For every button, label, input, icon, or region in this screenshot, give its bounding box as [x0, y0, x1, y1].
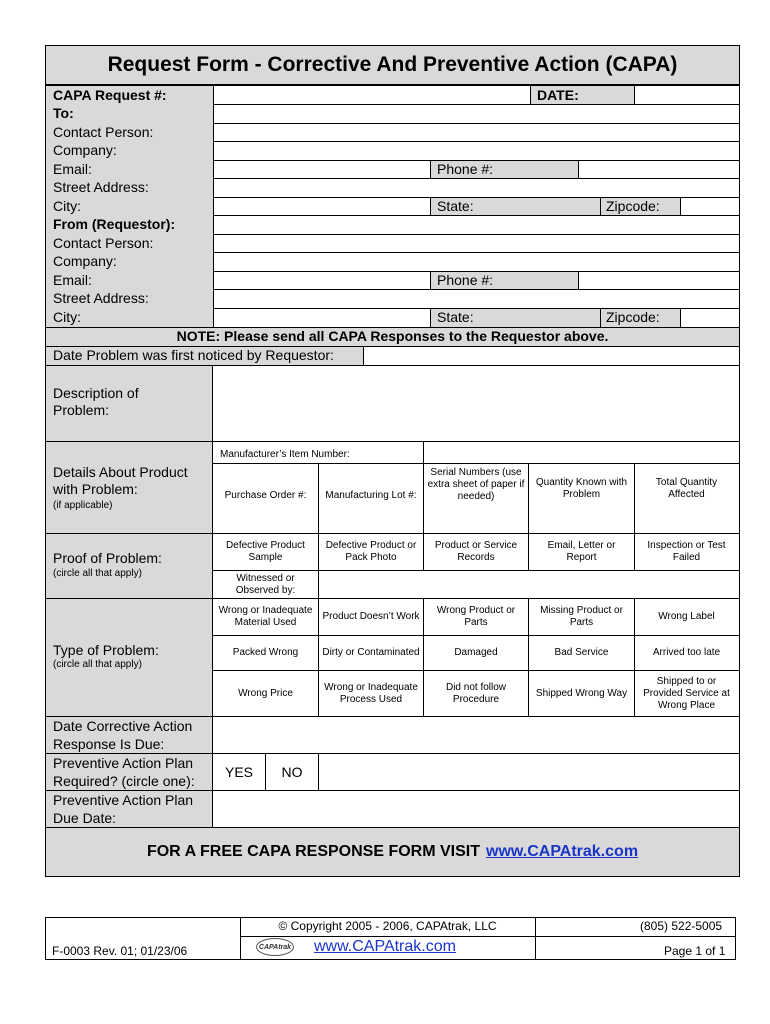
proof-option[interactable]: Defective Product or Pack Photo: [325, 540, 417, 563]
total-qty-label: Total Quantity Affected: [655, 477, 718, 500]
type-option[interactable]: Dirty or Contaminated: [322, 647, 420, 658]
to-email-label: Email:: [53, 161, 92, 177]
type-option[interactable]: Packed Wrong: [232, 647, 299, 658]
capa-request-label: CAPA Request #:: [53, 87, 167, 103]
to-email-input[interactable]: [214, 161, 429, 178]
plan-due-label: Preventive Action Plan Due Date:: [53, 792, 194, 826]
mfg-lot-label: Manufacturing Lot #:: [325, 490, 417, 501]
type-option[interactable]: Bad Service: [554, 647, 609, 658]
qty-known-label: Quantity Known with Problem: [535, 477, 628, 500]
corrective-label: Date Corrective Action Response Is Due:: [53, 718, 193, 752]
from-email-input[interactable]: [214, 272, 429, 289]
from-zip-label: Zipcode:: [606, 309, 660, 325]
from-zip-input[interactable]: [681, 309, 738, 326]
banner-text: FOR A FREE CAPA RESPONSE FORM VISIT: [146, 843, 481, 860]
type-option[interactable]: Wrong or Inadequate Process Used: [324, 681, 418, 705]
to-phone-label: Phone #:: [437, 161, 494, 177]
to-company-label: Company:: [53, 142, 117, 158]
footer-url[interactable]: www.CAPAtrak.com: [314, 938, 456, 955]
from-street-label: Street Address:: [53, 290, 149, 306]
serial-label: Serial Numbers (use extra sheet of paper if needed): [427, 467, 525, 502]
page-number: Page 1 of 1: [664, 944, 726, 958]
capatrak-logo: [256, 938, 294, 956]
title-bar: [46, 46, 739, 85]
to-street-input[interactable]: [214, 179, 738, 196]
footer-phone: (805) 522-5005: [640, 919, 723, 933]
type-option[interactable]: Shipped Wrong Way: [535, 687, 628, 699]
plan-due-input[interactable]: [213, 791, 738, 826]
type-option[interactable]: Arrived too late: [652, 647, 721, 658]
proof-option[interactable]: Inspection or Test Failed: [647, 540, 726, 563]
date-problem-label: Date Problem was first noticed by Requestor:: [53, 347, 334, 363]
from-heading: From (Requestor):: [53, 216, 176, 232]
from-phone-label: Phone #:: [437, 272, 494, 288]
from-city-label: City:: [53, 309, 81, 325]
to-zip-label: Zipcode:: [606, 198, 660, 214]
type-option[interactable]: Did not follow Procedure: [445, 681, 507, 705]
from-email-label: Email:: [53, 272, 92, 288]
type-option[interactable]: Shipped to or Provided Service at Wrong Place: [643, 675, 730, 711]
proof-option[interactable]: Email, Letter or Report: [547, 540, 616, 563]
to-phone-input[interactable]: [579, 161, 738, 178]
type-option[interactable]: Wrong Product or Parts: [436, 605, 516, 628]
to-contact-label: Contact Person:: [53, 124, 154, 140]
type-sub: (circle all that apply): [53, 659, 142, 670]
no-option[interactable]: NO: [281, 763, 303, 780]
preventive-label: Preventive Action Plan Required? (circle one):: [53, 755, 195, 789]
type-option[interactable]: Missing Product or Parts: [540, 605, 623, 628]
to-zip-input[interactable]: [681, 198, 738, 215]
type-option[interactable]: Wrong Price: [238, 687, 293, 699]
from-city-input[interactable]: [214, 309, 429, 326]
from-street-input[interactable]: [214, 290, 738, 307]
date-problem-input[interactable]: [364, 347, 738, 364]
proof-label: Proof of Problem:: [53, 550, 162, 566]
corrective-input[interactable]: [213, 717, 738, 752]
from-contact-label: Contact Person:: [53, 235, 154, 251]
from-company-label: Company:: [53, 253, 117, 269]
to-state-label: State:: [437, 198, 474, 214]
details-sub: (if applicable): [53, 500, 113, 511]
banner: [46, 828, 739, 876]
to-contact-input[interactable]: [214, 124, 738, 141]
note-text: NOTE: Please send all CAPA Responses to the Requestor above.: [176, 328, 609, 344]
to-city-input[interactable]: [214, 198, 429, 215]
type-label: Type of Problem:: [53, 642, 159, 658]
from-company-input[interactable]: [214, 253, 738, 270]
proof-sub: (circle all that apply): [53, 568, 142, 579]
capa-request-input[interactable]: [214, 86, 529, 104]
type-option[interactable]: Wrong or Inadequate Material Used: [218, 605, 313, 628]
type-option[interactable]: Damaged: [454, 647, 498, 658]
form-id: F-0003 Rev. 01; 01/23/06: [52, 944, 188, 958]
witnessed-label: Witnessed or Observed by:: [235, 572, 296, 596]
to-city-label: City:: [53, 198, 81, 214]
mfr-item-input[interactable]: [424, 442, 738, 462]
from-phone-input[interactable]: [579, 272, 738, 289]
yes-option[interactable]: YES: [224, 763, 253, 780]
capatrak-logo-text: CAPAtrak: [258, 943, 292, 951]
from-state-label: State:: [437, 309, 474, 325]
copyright: © Copyright 2005 - 2006, CAPAtrak, LLC: [278, 919, 497, 933]
description-label: Description of Problem:: [53, 385, 139, 418]
to-heading: To:: [53, 105, 74, 121]
banner-link[interactable]: www.CAPAtrak.com: [486, 843, 639, 860]
type-option[interactable]: Wrong Label: [658, 611, 715, 622]
from-contact-input[interactable]: [214, 235, 738, 252]
page-title: Request Form - Corrective And Preventive Action (CAPA): [107, 53, 678, 76]
details-label: Details About Product with Problem:: [53, 464, 188, 497]
to-company-input[interactable]: [214, 142, 738, 159]
date-label: DATE:: [537, 87, 579, 103]
type-option[interactable]: Product Doesn’t Work: [322, 611, 420, 622]
proof-option[interactable]: Product or Service Records: [434, 540, 518, 563]
to-street-label: Street Address:: [53, 179, 149, 195]
mfr-item-label: Manufacturer’s Item Number:: [220, 449, 350, 460]
description-input[interactable]: [213, 366, 738, 440]
proof-option[interactable]: Defective Product Sample: [226, 540, 305, 563]
date-input[interactable]: [635, 86, 738, 104]
purchase-order-label: Purchase Order #:: [224, 490, 307, 501]
witnessed-input[interactable]: [319, 571, 738, 597]
